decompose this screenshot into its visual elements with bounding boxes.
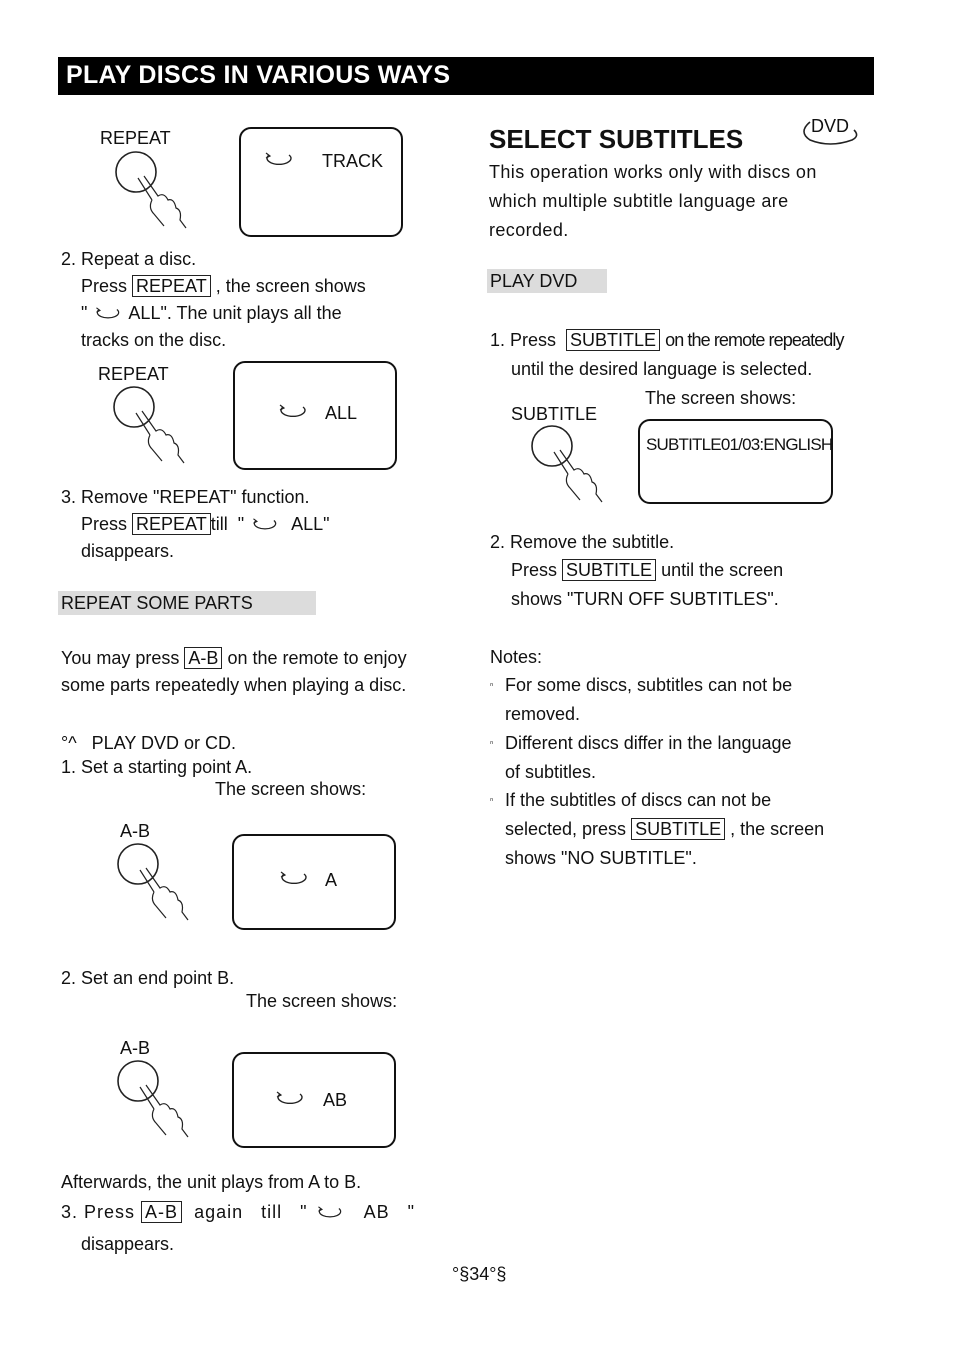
repeat-icon <box>314 1204 346 1222</box>
notes-title: Notes: <box>490 647 543 667</box>
intro-line3: recorded. <box>489 220 569 240</box>
repeat-icon <box>275 403 311 421</box>
s1-line1: 1. Press SUBTITLE on the remote repeatedly <box>490 330 844 350</box>
subtitle-key: SUBTITLE <box>631 818 725 840</box>
step2-line3: tracks on the disc. <box>81 330 227 350</box>
intro-line1: This operation works only with discs on <box>489 162 817 182</box>
select-subtitles-heading: SELECT SUBTITLES <box>489 124 744 154</box>
finger-press-icon <box>106 383 186 475</box>
finger-press-icon <box>524 422 604 514</box>
note1-line1: For some discs, subtitles can not be <box>505 675 793 695</box>
note-bullet-icon: ⁿ <box>490 795 494 805</box>
subtitle-key: SUBTITLE <box>562 559 656 581</box>
screen-display-ab <box>232 1052 396 1148</box>
s2-line3: shows "TURN OFF SUBTITLES". <box>511 589 779 609</box>
section-repeat-some-parts: REPEAT SOME PARTS <box>58 591 316 615</box>
ab-screen-shows-2: The screen shows: <box>246 991 398 1011</box>
note-bullet-icon: ⁿ <box>490 738 494 748</box>
intro-line2: which multiple subtitle language are <box>489 191 789 211</box>
repeat-icon <box>92 305 124 323</box>
ab-step3-line2: disappears. <box>81 1234 175 1254</box>
ab-intro-line2: some parts repeatedly when playing a disc. <box>61 675 407 695</box>
screen-text-all: ALL <box>325 403 358 423</box>
step3-line3: disappears. <box>81 541 175 561</box>
page-title: PLAY DISCS IN VARIOUS WAYS <box>66 61 451 89</box>
repeat-icon <box>276 870 312 888</box>
repeat-icon <box>249 516 281 534</box>
finger-press-icon <box>110 840 190 932</box>
repeat-key: REPEAT <box>132 275 211 297</box>
ab-intro-line1: You may press A-B on the remote to enjoy <box>61 648 407 668</box>
note1-line2: removed. <box>505 704 581 724</box>
note-bullet-icon: ⁿ <box>490 680 494 690</box>
afterwards-text: Afterwards, the unit plays from A to B. <box>61 1172 362 1192</box>
note2-line2: of subtitles. <box>505 762 597 782</box>
screen-text-track: TRACK <box>322 151 384 171</box>
repeat-icon <box>261 151 297 169</box>
repeat-icon <box>272 1090 308 1108</box>
screen-text-ab: AB <box>323 1090 348 1110</box>
play-dvd-cd: °^ PLAY DVD or CD. <box>61 733 237 753</box>
ab-key: A-B <box>141 1201 182 1223</box>
repeat-key: REPEAT <box>132 513 211 535</box>
note3-line2: selected, press SUBTITLE , the screen <box>505 819 825 839</box>
note2-line1: Different discs differ in the language <box>505 733 792 753</box>
ab-screen-shows-1: The screen shows: <box>215 779 367 799</box>
ab-step2: 2. Set an end point B. <box>61 968 235 988</box>
step2-title: 2. Repeat a disc. <box>61 249 197 269</box>
note3-line3: shows "NO SUBTITLE". <box>505 848 697 868</box>
ab-button-label-2: A-B <box>120 1038 151 1058</box>
s1-line2: until the desired language is selected. <box>511 359 813 379</box>
step3-title: 3. Remove "REPEAT" function. <box>61 487 310 507</box>
finger-press-icon <box>108 148 188 240</box>
screen-display-track <box>239 127 403 237</box>
screen-display-subtitle <box>638 419 833 504</box>
ab-key: A-B <box>184 647 222 669</box>
subtitle-button-label: SUBTITLE <box>511 404 598 424</box>
step2-line1: Press REPEAT , the screen shows <box>81 276 366 296</box>
note3-line1: If the subtitles of discs can not be <box>505 790 772 810</box>
s2-line2: Press SUBTITLE until the screen <box>511 560 784 580</box>
finger-press-icon <box>110 1057 190 1149</box>
screen-display-a <box>232 834 396 930</box>
page-number: °§34°§ <box>452 1264 507 1284</box>
screen-text-a: A <box>325 870 338 890</box>
step3-line2: Press REPEAT till " ALL" <box>81 514 330 534</box>
repeat-button-label-2: REPEAT <box>98 364 169 384</box>
s1-screen-shows: The screen shows: <box>645 388 797 408</box>
section-play-dvd: PLAY DVD <box>487 269 607 293</box>
screen-display-all <box>233 361 397 470</box>
ab-step1: 1. Set a starting point A. <box>61 757 253 777</box>
page-header-bar <box>58 57 874 95</box>
screen-text-subtitle: SUBTITLE01/03:ENGLISH <box>646 435 833 454</box>
dvd-badge: DVD <box>796 112 860 148</box>
step2-line2: " ALL". The unit plays all the <box>81 303 342 323</box>
ab-button-label-1: A-B <box>120 821 151 841</box>
subtitle-key: SUBTITLE <box>566 329 660 351</box>
s2-title: 2. Remove the subtitle. <box>490 532 675 552</box>
ab-step3-line1: 3. Press A-B again till " AB " <box>61 1202 415 1222</box>
repeat-button-label: REPEAT <box>100 128 171 148</box>
